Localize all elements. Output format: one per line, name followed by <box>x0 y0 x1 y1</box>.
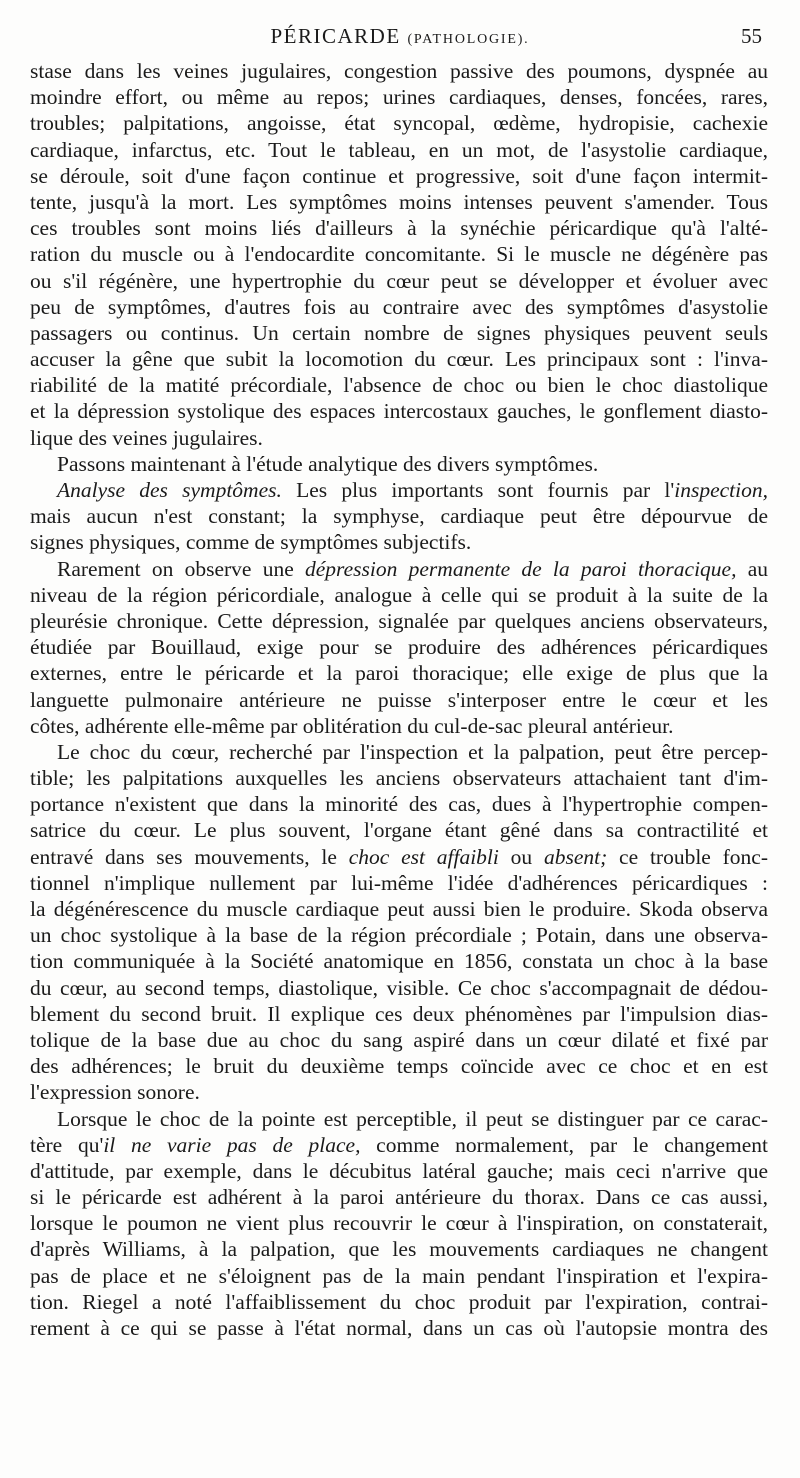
text-fragment: ce trouble fonc- <box>607 844 768 869</box>
scan-specks <box>30 1438 768 1448</box>
text-line: languette pulmonaire antérieure ne puisse s'interposer entre le cœur et les <box>30 687 768 712</box>
text-fragment: Rarement on observe une <box>57 556 294 581</box>
text-line: ou s'il régénère, une hypertrophie du cœur peut se développer et évoluer avec <box>30 268 768 293</box>
text-line: d'attitude, par exemple, dans le décubitus latéral gauche; mais ceci n'arrive que <box>30 1158 768 1183</box>
text-line: Le choc du cœur, recherché par l'inspection et la palpation, peut être percep- <box>57 739 768 764</box>
text-line: tolique de la base due au choc du sang aspiré dans un cœur dilaté et fixé par <box>30 1027 768 1052</box>
text-line: peu de symptômes, d'autres fois au contraire avec des symptômes d'asystolie <box>30 294 768 319</box>
text-line: cardiaque, infarctus, etc. Tout le tableau, en un mot, de l'asystolie cardiaque, <box>30 137 768 162</box>
header-title: PÉRICARDE <box>270 24 401 48</box>
text-line: accuser la gêne que subit la locomotion du cœur. Les principaux sont : l'inva- <box>30 347 768 372</box>
text-line: l'expression sonore. <box>30 1080 200 1105</box>
text-line: troubles; palpitations, angoisse, état syncopal, œdème, hydropisie, cachexie <box>30 111 768 136</box>
analyse-heading: Analyse des symptômes. <box>57 478 282 502</box>
text-line: ces troubles sont moins liés d'ailleurs à la synéchie péricardique qu'à l'alté- <box>30 216 768 241</box>
text-line: tible; les palpitations auxquelles les anciens observateurs attachaient tant d'im- <box>30 766 768 791</box>
italic-depression: dépression permanente de la paroi thoracique, <box>305 556 737 581</box>
text-line: tion. Riegel a noté l'affaiblissement du choc produit par l'expiration, contrai- <box>30 1289 768 1314</box>
text-line-varie <box>30 1132 768 1158</box>
text-line: si le péricarde est adhérent à la paroi antérieure du thorax. Dans ce cas aussi, <box>30 1185 768 1210</box>
text-line: des adhérences; le bruit du deuxième temps coïncide avec ce choc et en est <box>30 1054 768 1079</box>
text-line: signes physiques, comme de symptômes subjectifs. <box>30 530 472 555</box>
italic-absent: absent; <box>543 844 608 869</box>
text-line: rement à ce qui se passe à l'état normal, dans un cas où l'autopsie montra des <box>30 1316 768 1340</box>
text-fragment: tère qu' <box>30 1132 104 1157</box>
text-line: d'après Williams, à la palpation, que les mouvements cardiaques ne changent <box>30 1237 768 1262</box>
text-line-depression <box>30 556 768 582</box>
text-line: se déroule, soit d'une façon continue et progressive, soit d'une façon intermit- <box>30 163 768 188</box>
italic-il-ne-varie: il ne varie pas de place, <box>103 1132 361 1157</box>
text-fragment: ou <box>498 844 544 869</box>
text-line: blement du second bruit. Il explique ces deux phénomènes par l'impulsion dias- <box>30 1001 768 1026</box>
text-line: pas de place et ne s'éloignent pas de la main pendant l'inspiration et l'expira- <box>30 1263 768 1288</box>
text-line: stase dans les veines jugulaires, congestion passive des poumons, dyspnée au <box>30 59 768 83</box>
italic-choc-affaibli: choc est affaibli <box>348 844 499 869</box>
text-line: externes, entre le péricarde et la paroi thoracique; elle exige de plus que la <box>30 661 768 686</box>
body-text <box>30 58 768 1341</box>
text-line-analyse <box>30 477 768 503</box>
text-line: passagers ou continus. Un certain nombre de signes physiques peuvent seuls <box>30 320 768 345</box>
text-line: et la dépression systolique des espaces intercostaux gauches, le gonflement diasto- <box>30 399 768 424</box>
text-line-choc <box>30 844 768 870</box>
text-line: moindre effort, ou même au repos; urines cardiaques, denses, foncées, rares, <box>30 85 768 110</box>
text-line: tionnel n'implique nullement par lui-même l'idée d'adhérences péricardiques : <box>30 870 768 895</box>
text-line: mais aucun n'est constant; la symphyse, cardiaque peut être dépourvue de <box>30 504 768 529</box>
header-subtitle: (PATHOLOGIE). <box>407 32 530 47</box>
text-line: du cœur, au second temps, diastolique, visible. Ce choc s'accompagnait de dédou- <box>30 975 768 1000</box>
text-line: côtes, adhérente elle-même par oblitération du cul-de-sac pleural antérieur. <box>30 713 674 738</box>
text-fragment: au <box>736 556 769 581</box>
text-line: riabilité de la matité précordiale, l'absence de choc ou bien le choc diastolique <box>30 373 768 398</box>
text-line: satrice du cœur. Le plus souvent, l'organe étant gêné dans sa contractilité et <box>30 818 768 843</box>
page-header-title <box>30 24 770 49</box>
text-line: pleurésie chronique. Cette dépression, signalée par quelques anciens observateurs, <box>30 608 768 633</box>
text-fragment: entravé dans ses mouvements, le <box>30 844 337 869</box>
text-fragment: comme normalement, par le changement <box>360 1132 768 1157</box>
text-line: ration du muscle ou à l'endocardite concomitante. Si le muscle ne dégénère pas <box>30 242 768 267</box>
text-line: niveau de la région péricordiale, analogue à celle qui se produit à la suite de la <box>30 582 768 607</box>
page-number: 55 <box>741 24 762 48</box>
text-line: un choc systolique à la base de la région précordiale ; Potain, dans une observa- <box>30 923 768 948</box>
text-fragment: Les plus importants sont fournis par l' <box>296 478 675 502</box>
text-line: étudiée par Bouillaud, exige pour se produire des adhérences péricardiques <box>30 635 768 660</box>
italic-inspection: inspection, <box>674 478 768 502</box>
text-line: lorsque le poumon ne vient plus recouvrir le cœur à l'inspiration, on constaterait, <box>30 1211 768 1236</box>
text-line: Passons maintenant à l'étude analytique des divers symptômes. <box>57 451 599 476</box>
text-line: lique des veines jugulaires. <box>30 425 263 450</box>
text-line: Lorsque le choc de la pointe est perceptible, il peut se distinguer par ce carac- <box>57 1106 768 1131</box>
text-line: tente, jusqu'à la mort. Les symptômes moins intenses peuvent s'amender. Tous <box>30 189 768 214</box>
text-line: la dégénérescence du muscle cardiaque peut aussi bien le produire. Skoda observa <box>30 897 768 921</box>
text-line: portance n'existent que dans la minorité des cas, dues à l'hypertrophie compen- <box>30 792 768 817</box>
text-line: tion communiquée à la Société anatomique en 1856, constata un choc à la base <box>30 949 768 974</box>
